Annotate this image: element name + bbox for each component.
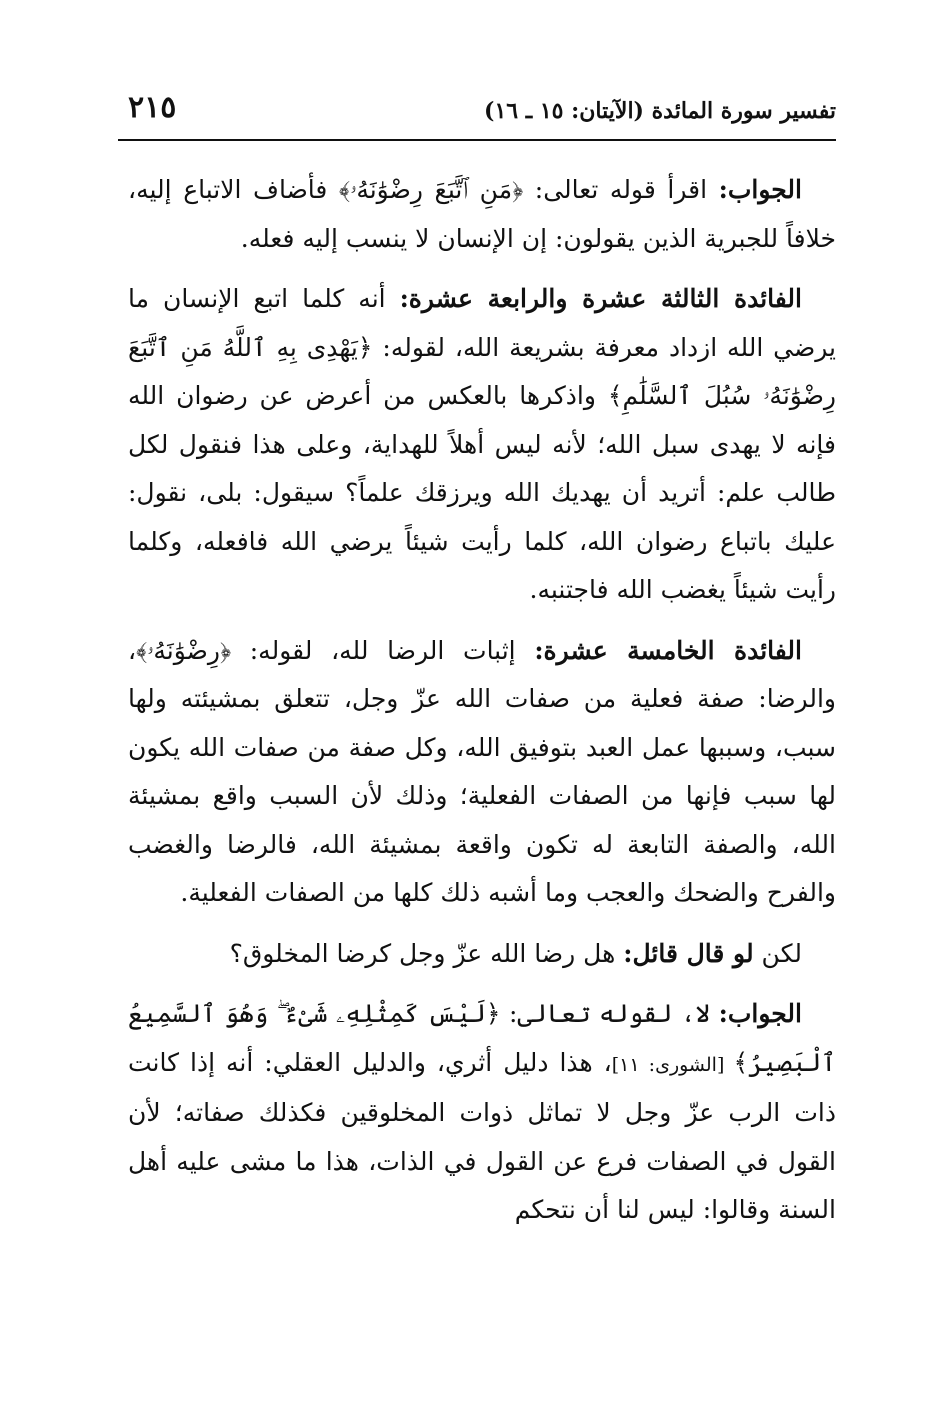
paragraph-benefit-15	[128, 627, 836, 918]
paragraph-text: فأضاف الاتباع إليه، خلافاً للجبرية الذين يقولون: إن الإنسان لا ينسب إليه فعله.	[128, 175, 836, 253]
paragraph-text: هل رضا الله عزّ وجل كرضا المخلوق؟	[229, 938, 624, 968]
running-title: تفسير سورة المائدة (الآيتان: ١٥ ـ ١٦)	[484, 98, 836, 124]
quran-quote: ﴿يَهْدِى بِهِ ٱللَّهُ مَنِ ٱتَّبَعَ رِضْوَٰنَهُۥ سُبُلَ ٱلسَّلَٰمِ﴾	[128, 332, 836, 410]
page-number: ٢١٥	[128, 90, 177, 125]
paragraph-benefit-13-14	[128, 275, 836, 615]
paragraph-text: لا، لقوله تعالى:	[500, 999, 719, 1028]
lead-label: الجواب:	[718, 175, 802, 204]
paragraph-text: واذكرها بالعكس من أعرض عن رضوان الله فإنه لا يهدى سبل الله؛ لأنه ليس أهلاً للهداية، وعلى هذا فنقول لكل طالب علم: أتريد أن يهديك الله ويرزقك علماً؟ سيقول: بلى، نقول: عليك باتباع رضوان الله، كلما رأيت شيئاً يرضي الله فافعله، وكلما رأيت شيئاً يغضب الله فاجتنبه.	[128, 381, 836, 604]
quran-quote: ﴿رِضْوَٰنَهُۥ﴾	[136, 635, 232, 665]
page-body	[128, 166, 836, 1247]
paragraph-answer-2	[128, 990, 836, 1235]
lead-label: لو قال قائل:	[623, 938, 754, 968]
header-rule	[118, 139, 836, 141]
paragraph-question	[128, 930, 836, 979]
paragraph-text: ، هذا دليل أثري، والدليل العقلي: أنه إذا كانت ذات الرب عزّ وجل لا تماثل ذوات المخلوقين فكذلك صفاته؛ لأن القول في الصفات فرع عن القول في الذات، هذا ما مشى عليه أهل السنة وقالوا: ليس لنا أن نتحكم	[128, 1047, 836, 1224]
quran-quote: ﴿مَنِ ٱتَّبَعَ رِضْوَٰنَهُۥ﴾	[339, 175, 524, 204]
page-header	[118, 88, 836, 132]
paragraph-text: إثبات الرضا لله، لقوله:	[231, 635, 535, 665]
lead-label: الفائدة الثالثة عشرة والرابعة عشرة:	[399, 284, 802, 313]
quran-quote: ﴿لَيْسَ كَمِثْلِهِۦ شَىْءٌ ۖ وَهُوَ ٱلسَّمِيعُ ٱلْبَصِيرُ﴾	[128, 999, 836, 1077]
paragraph-text: ، والرضا: صفة فعلية من صفات الله عزّ وجل، تتعلق بمشيئته ولها سبب، وسببها عمل العبد بتوفيق الله، وكل صفة من صفات الله يكون لها سبب فإنها من الصفات الفعلية؛ وذلك لأن السبب واقع بمشيئة الله، والصفة التابعة له تكون واقعة بمشيئة الله، فالرضا والغضب والفرح والضحك والعجب وما أشبه ذلك كلها من الصفات الفعلية.	[128, 635, 836, 907]
quran-reference: [الشورى: ١١]	[611, 1053, 734, 1076]
paragraph-text: أنه كلما اتبع الإنسان ما يرضي الله ازداد معرفة بشريعة الله، لقوله:	[128, 284, 836, 362]
paragraph-answer-1	[128, 166, 836, 263]
lead-label: الجواب:	[718, 999, 802, 1028]
paragraph-text: لكن	[753, 938, 802, 968]
lead-label: الفائدة الخامسة عشرة:	[534, 635, 802, 665]
paragraph-text: اقرأ قوله تعالى:	[523, 175, 719, 204]
